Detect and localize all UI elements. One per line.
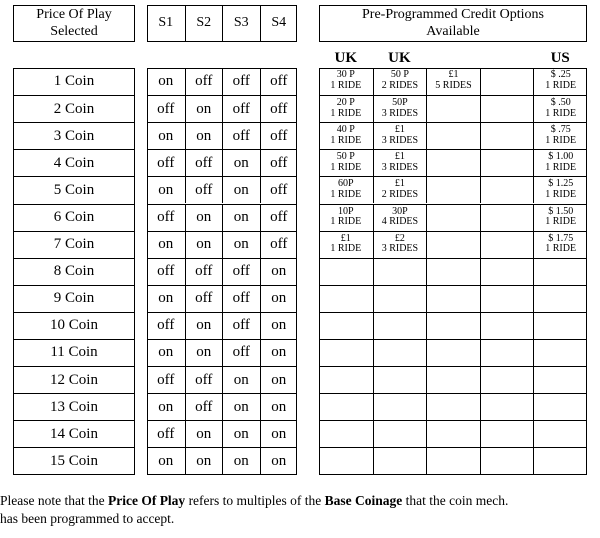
credit-rides: 4 RIDES xyxy=(381,216,419,227)
credit-rides: 1 RIDE xyxy=(545,107,577,119)
switch-cell-s3: on xyxy=(222,366,260,393)
credit-rides: 1 RIDE xyxy=(330,243,362,255)
credit-rides: 1 RIDE xyxy=(545,188,577,200)
credit-cell xyxy=(319,258,373,285)
switch-cell-s3: off xyxy=(222,285,260,312)
credit-cell xyxy=(480,258,534,285)
switch-cell-s3: on xyxy=(222,149,260,176)
switch-cell-s1: off xyxy=(147,420,185,447)
switch-cell-s2: on xyxy=(185,339,223,366)
credit-rides: 1 RIDE xyxy=(330,161,362,173)
credit-cell xyxy=(533,393,587,420)
switch-cell-s3: on xyxy=(222,447,260,474)
note-bold-base-coinage: Base Coinage xyxy=(324,493,403,508)
credit-cell xyxy=(426,68,480,95)
credit-amount: £1 xyxy=(394,151,405,163)
credit-cell xyxy=(373,366,427,393)
credit-cell xyxy=(533,258,587,285)
switch-cell-s2: off xyxy=(185,68,223,95)
credit-cell xyxy=(533,149,587,176)
credit-rides: 3 RIDES xyxy=(381,243,419,255)
coin-row-label: 11 Coin xyxy=(13,339,135,366)
credit-cell xyxy=(480,95,534,122)
switch-cell-s1: on xyxy=(158,72,174,89)
switch-cell-s4: off xyxy=(260,231,298,258)
credit-cell xyxy=(426,420,480,447)
coin-row-label: 1 Coin xyxy=(53,72,95,89)
switch-cell-s2: off xyxy=(185,258,223,285)
credit-cell xyxy=(319,95,373,122)
switch-cell-s1: on xyxy=(147,122,185,149)
credit-amount: 50 P xyxy=(390,69,409,80)
coin-row-label: 2 Coin xyxy=(13,95,135,122)
credit-cell xyxy=(480,122,534,149)
credit-cell xyxy=(426,393,480,420)
credit-cell xyxy=(373,204,427,231)
coin-row-label: 10 Coin xyxy=(13,312,135,339)
credit-rides: 1 RIDE xyxy=(330,188,362,200)
switch-cell-s1: off xyxy=(147,258,185,285)
price-of-play-header-label: Price Of Play Selected xyxy=(36,7,112,39)
credit-cell xyxy=(533,68,587,95)
credit-cell xyxy=(373,176,427,203)
credit-rides: 5 RIDES xyxy=(435,79,472,91)
switch-cell-s3: off xyxy=(222,68,260,95)
credit-amount: $ 1.50 xyxy=(548,205,574,217)
switch-header-2: S2 xyxy=(185,5,223,42)
credit-rides: 3 RIDES xyxy=(381,107,419,119)
credit-cell xyxy=(533,285,587,312)
credit-cell xyxy=(426,447,480,474)
credit-cell xyxy=(533,95,587,122)
credit-cell xyxy=(480,149,534,176)
switch-cell-s1: on xyxy=(147,176,185,203)
credit-amount: £1 xyxy=(394,178,405,190)
credit-rides: 1 RIDE xyxy=(545,134,577,146)
credit-rides: 1 RIDE xyxy=(330,216,362,227)
credit-rides: 3 RIDES xyxy=(381,161,419,173)
credit-cell xyxy=(319,339,373,366)
credit-amount: 40 P xyxy=(336,124,355,136)
credit-cell xyxy=(373,149,427,176)
credit-cell xyxy=(319,231,373,258)
credit-rides: 1 RIDE xyxy=(545,161,577,173)
switch-cell-s4: off xyxy=(260,149,298,176)
credit-cell xyxy=(480,393,534,420)
switch-cell-s2: off xyxy=(185,393,223,420)
switch-cell-s4: on xyxy=(260,447,298,474)
switch-cell-s3: on xyxy=(222,204,260,231)
credit-amount: $ 1.75 xyxy=(548,232,574,244)
credit-cell xyxy=(533,420,587,447)
switch-cell-s4: on xyxy=(260,285,298,312)
switch-cell-s4: on xyxy=(260,312,298,339)
credit-cell xyxy=(319,312,373,339)
coin-row-label: 3 Coin xyxy=(13,122,135,149)
credit-cell xyxy=(533,312,587,339)
coin-row-label: 4 Coin xyxy=(13,149,135,176)
switch-cell-s1: off xyxy=(147,149,185,176)
credit-column-label-2: UK xyxy=(388,50,411,66)
credit-cell xyxy=(373,339,427,366)
credit-cell xyxy=(533,231,587,258)
credit-rides: 1 RIDE xyxy=(545,243,577,255)
switch-cell-s2: off xyxy=(185,285,223,312)
credit-cell xyxy=(533,176,587,203)
credit-cell xyxy=(426,258,480,285)
switch-cell-s2: off xyxy=(185,149,223,176)
switch-cell-s4: on xyxy=(260,258,298,285)
credit-cell xyxy=(319,393,373,420)
credit-cell xyxy=(373,68,427,95)
credit-cell xyxy=(319,420,373,447)
credit-cell xyxy=(319,204,373,231)
switch-cell-s2: on xyxy=(185,420,223,447)
note-text-3: that the coin mech. xyxy=(402,493,509,508)
credit-cell xyxy=(319,68,373,95)
coin-row-label: 13 Coin xyxy=(13,393,135,420)
credit-amount: $ .25 xyxy=(550,69,571,80)
credit-cell xyxy=(533,122,587,149)
switch-cell-s3: on xyxy=(222,393,260,420)
footer-note xyxy=(0,492,600,528)
credit-cell xyxy=(426,285,480,312)
switch-cell-s4: off xyxy=(260,122,298,149)
credit-amount: 50P xyxy=(392,97,408,109)
switch-header-4: S4 xyxy=(260,5,298,42)
coin-row-label: 7 Coin xyxy=(13,231,135,258)
credit-cell xyxy=(480,366,534,393)
switch-cell-s4: off xyxy=(260,204,298,231)
credit-amount: 30 P xyxy=(336,69,355,80)
switch-cell-s1: on xyxy=(147,285,185,312)
credit-cell xyxy=(426,366,480,393)
credit-cell xyxy=(319,122,373,149)
credit-amount: £1 xyxy=(448,69,459,80)
credit-cell xyxy=(373,447,427,474)
credit-cell xyxy=(426,204,480,231)
credit-cell xyxy=(373,312,427,339)
switch-cell-s2: on xyxy=(185,204,223,231)
note-bold-price-of-play: Price Of Play xyxy=(107,493,186,508)
switch-cell-s2: off xyxy=(185,366,223,393)
credit-cell xyxy=(373,258,427,285)
switch-cell-s4: off xyxy=(260,176,298,203)
note-text-1: Please note that the xyxy=(0,493,108,508)
switch-header-1: S1 xyxy=(158,15,174,31)
credit-cell xyxy=(426,231,480,258)
credit-cell xyxy=(533,204,587,231)
switch-cell-s4: on xyxy=(260,339,298,366)
switch-cell-s1: on xyxy=(147,393,185,420)
credit-cell xyxy=(373,420,427,447)
coin-row-label: 8 Coin xyxy=(13,258,135,285)
note-text-line2: has been programmed to accept. xyxy=(0,511,175,527)
credit-cell xyxy=(480,68,534,95)
switch-cell-s3: off xyxy=(222,258,260,285)
switch-cell-s1: on xyxy=(147,339,185,366)
switch-cell-s1: off xyxy=(147,366,185,393)
credit-amount: 50 P xyxy=(336,151,355,163)
credit-amount: $ .75 xyxy=(550,124,571,136)
coin-row-label: 6 Coin xyxy=(13,204,135,231)
switch-cell-s1: on xyxy=(147,231,185,258)
credit-cell xyxy=(319,366,373,393)
price-of-play-header xyxy=(13,5,135,42)
credit-amount: 20 P xyxy=(336,97,355,109)
credit-cell xyxy=(480,231,534,258)
switch-cell-s4: on xyxy=(260,366,298,393)
credit-cell xyxy=(373,122,427,149)
credit-cell xyxy=(426,149,480,176)
credit-rides: 1 RIDE xyxy=(330,79,362,91)
credit-amount: $ 1.25 xyxy=(548,178,574,190)
credit-amount: 30P xyxy=(392,205,408,217)
switch-cell-s3: on xyxy=(222,231,260,258)
credit-rides: 2 RIDES xyxy=(381,188,419,200)
credit-cell xyxy=(373,285,427,312)
switch-cell-s2: on xyxy=(185,447,223,474)
switch-cell-s3: off xyxy=(222,95,260,122)
credit-cell xyxy=(480,285,534,312)
switch-cell-s2: on xyxy=(185,312,223,339)
credit-rides: 1 RIDE xyxy=(545,79,577,91)
credit-amount: $ 1.00 xyxy=(548,151,574,163)
credit-cell xyxy=(319,176,373,203)
coin-row-label: 5 Coin xyxy=(13,176,135,203)
credit-cell xyxy=(480,204,534,231)
credit-cell xyxy=(373,95,427,122)
switch-cell-s2: on xyxy=(185,95,223,122)
credit-cell xyxy=(426,339,480,366)
credit-rides: 1 RIDE xyxy=(330,107,362,119)
credit-column-label-1: UK xyxy=(334,50,358,66)
credit-cell xyxy=(319,447,373,474)
credit-amount: 10P xyxy=(338,205,354,217)
switch-cell-s2: on xyxy=(185,231,223,258)
switch-cell-s2: on xyxy=(185,122,223,149)
switch-cell-s4: off xyxy=(260,95,298,122)
note-text-2: refers to multiples of the xyxy=(185,493,325,508)
switch-cell-s4: on xyxy=(260,420,298,447)
credit-cell xyxy=(480,420,534,447)
credit-cell xyxy=(480,312,534,339)
switch-cell-s1: off xyxy=(147,312,185,339)
credit-cell xyxy=(480,447,534,474)
credit-options-header xyxy=(319,5,587,42)
credit-amount: 60P xyxy=(338,178,354,190)
credit-cell xyxy=(533,447,587,474)
switch-header-3: S3 xyxy=(222,5,260,42)
switch-cell-s3: off xyxy=(222,122,260,149)
switch-cell-s1: off xyxy=(147,204,185,231)
credit-cell xyxy=(426,312,480,339)
credit-options-header-label: Pre-Programmed Credit Options Available xyxy=(362,7,544,39)
coin-row-label: 14 Coin xyxy=(13,420,135,447)
credit-amount: £1 xyxy=(394,124,405,136)
credit-rides: 2 RIDES xyxy=(381,79,419,91)
switch-cell-s4: off xyxy=(260,68,298,95)
credit-cell xyxy=(480,339,534,366)
switch-cell-s3: on xyxy=(222,176,260,203)
credit-cell xyxy=(373,393,427,420)
credit-amount: £1 xyxy=(340,232,351,244)
credit-amount: £2 xyxy=(394,232,405,244)
coin-row-label: 15 Coin xyxy=(13,447,135,474)
switch-cell-s3: off xyxy=(222,339,260,366)
credit-cell xyxy=(533,366,587,393)
switch-cell-s2: off xyxy=(185,176,223,203)
switch-cell-s3: on xyxy=(222,420,260,447)
credit-amount: $ .50 xyxy=(550,97,571,109)
credit-cell xyxy=(319,149,373,176)
credit-cell xyxy=(426,95,480,122)
switch-cell-s4: on xyxy=(260,393,298,420)
credit-cell xyxy=(319,285,373,312)
switch-cell-s1: off xyxy=(147,95,185,122)
coin-row-label: 9 Coin xyxy=(13,285,135,312)
credit-cell xyxy=(480,176,534,203)
switch-cell-s1: on xyxy=(147,447,185,474)
credit-cell xyxy=(426,176,480,203)
credit-column-label-5: US xyxy=(550,50,570,66)
coin-row-label: 12 Coin xyxy=(13,366,135,393)
credit-cell xyxy=(373,231,427,258)
credit-cell xyxy=(426,122,480,149)
credit-cell xyxy=(533,339,587,366)
switch-cell-s3: off xyxy=(222,312,260,339)
credit-rides: 1 RIDE xyxy=(330,134,362,146)
credit-rides: 1 RIDE xyxy=(545,216,577,227)
credit-rides: 3 RIDES xyxy=(381,134,419,146)
